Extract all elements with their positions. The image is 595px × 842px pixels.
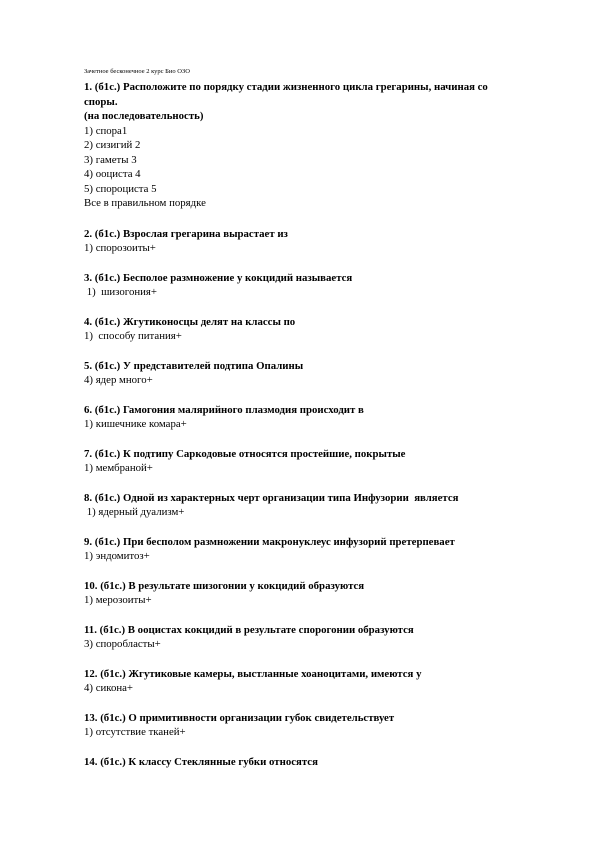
document-header: Зачетное бесконечное 2 курс Био ОЗО [84,68,190,75]
question-answer: 1) способу питания+ [84,330,182,342]
question-answer: 1) мембраной+ [84,462,153,474]
question-answer: 3) споробласты+ [84,638,161,650]
question-answer: 1) отсутствие тканей+ [84,726,186,738]
question-title: 4. (б1с.) Жгутиконосцы делят на классы по [84,315,296,328]
question-title: 8. (б1с.) Одной из характерных черт организации типа Инфузории является [84,491,459,504]
question-title: 3. (б1с.) Бесполое размножение у кокцидий называется [84,271,353,284]
question-title: 14. (б1с.) К классу Стеклянные губки относятся [84,755,318,768]
question-title: 5. (б1с.) У представителей подтипа Опалины [84,359,304,372]
question-answer: 1) спорозоиты+ [84,242,156,254]
question-answer: 1) ядерный дуализм+ [84,506,185,518]
question-title: 12. (б1с.) Жгутиковые камеры, выстланные хоаноцитами, имеются у [84,667,422,680]
question-1-title: 1. (б1с.) Расположите по порядку стадии жизненного цикла грегарины, начиная со [84,81,488,93]
question-1-answer: 4) ооциста 4 [84,168,141,180]
question-1-answer: 3) гаметы 3 [84,153,137,166]
question-answer: 4) ядер много+ [84,374,153,386]
test-content [84,80,554,784]
question-1-hint: (на последовательность) [84,110,204,122]
question-answer: 4) сикона+ [84,682,134,694]
question-answer: 1) шизогония+ [84,286,157,298]
question-answer: 1) кишечнике комара+ [84,418,187,430]
question-title: 10. (б1с.) В результате шизогонии у кокцидий образуются [84,579,365,592]
question-answer: 1) мерозоиты+ [84,594,152,606]
question-title: 9. (б1с.) При бесполом размножении макронуклеус инфузорий претерпевает [84,535,455,548]
question-1-answer: 5) спороциста 5 [84,182,157,195]
question-title: 11. (б1с.) В ооцистах кокцидий в результате спорогонии образуются [84,623,414,636]
question-title: 6. (б1с.) Гамогония малярийного плазмодия происходит в [84,403,364,416]
question-1-note: Все в правильном порядке [84,197,206,209]
question-1-answer: 2) сизигий 2 [84,139,141,151]
question-answer [84,769,554,784]
question-1-title-cont: споры. [84,95,118,108]
question-answer: 1) эндомитоз+ [84,550,150,562]
question-title: 13. (б1с.) О примитивности организации губок свидетельствует [84,711,395,724]
question-title: 2. (б1с.) Взрослая грегарина вырастает из [84,227,288,240]
question-1-answer: 1) спора1 [84,124,128,137]
question-title: 7. (б1с.) К подтипу Саркодовые относятся простейшие, покрытые [84,447,406,460]
